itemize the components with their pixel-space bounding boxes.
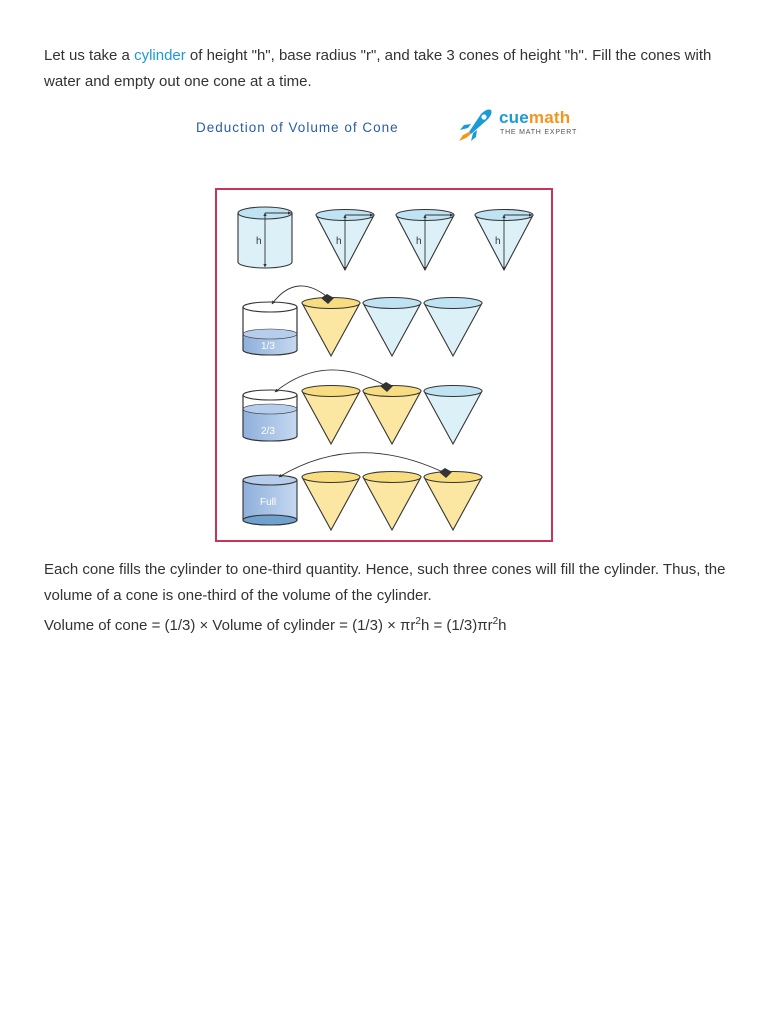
formula-part-1: Volume of cone = (1/3) × Volume of cylinder = (1/3) × πr <box>44 617 416 634</box>
explanation-paragraph: Each cone fills the cylinder to one-third quantity. Hence, such three cones will fill the cylinder. Thus, the volume of a cone is one-third of the volume of the cylinder. <box>44 561 726 604</box>
cylinder-reference <box>238 207 292 268</box>
row-4-full <box>243 453 482 530</box>
cone-reference-3 <box>475 210 533 271</box>
fill-label-full: Full <box>260 497 277 508</box>
intro-paragraph <box>44 43 734 95</box>
cone-volume-diagram <box>215 188 553 542</box>
formula-part-2: h = (1/3)πr <box>420 617 493 634</box>
formula-line <box>44 613 734 639</box>
row-2-one-third <box>243 286 482 356</box>
cuemath-logo <box>455 106 585 142</box>
cone-reference-1 <box>316 210 374 271</box>
brand-cue: cue <box>499 108 529 127</box>
cylinder-full <box>243 475 297 525</box>
fill-label-one-third: 1/3 <box>261 341 275 352</box>
brand-name <box>499 108 570 128</box>
formula-exponent-2: 2 <box>492 616 499 627</box>
row-3-two-thirds <box>243 370 482 444</box>
brand-tagline: THE MATH EXPERT <box>500 129 578 136</box>
brand-math: math <box>528 108 571 127</box>
formula-exponent-1: 2 <box>415 616 421 627</box>
intro-text-start: Let us take a <box>44 47 135 64</box>
figure-title: Deduction of Volume of Cone <box>196 120 399 135</box>
diagram-svg <box>217 190 551 540</box>
rocket-icon <box>455 106 495 142</box>
row-1-setup <box>238 207 533 270</box>
height-label-cylinder: h <box>256 236 262 247</box>
height-label-cone-3: h <box>495 236 501 247</box>
fill-label-two-thirds: 2/3 <box>261 426 275 437</box>
cylinder-link[interactable]: cylinder <box>134 47 186 64</box>
height-label-cone-2: h <box>416 236 422 247</box>
cylinder-two-thirds <box>243 390 297 441</box>
formula-part-3: h <box>498 617 507 634</box>
height-label-cone-1: h <box>336 236 342 247</box>
intro-text-end: of height "h", base radius "r", and take 3 cones of height "h". Fill the cones with water and empty out one cone at a time. <box>44 47 712 90</box>
cone-reference-2 <box>396 210 454 271</box>
cylinder-one-third <box>243 302 297 355</box>
